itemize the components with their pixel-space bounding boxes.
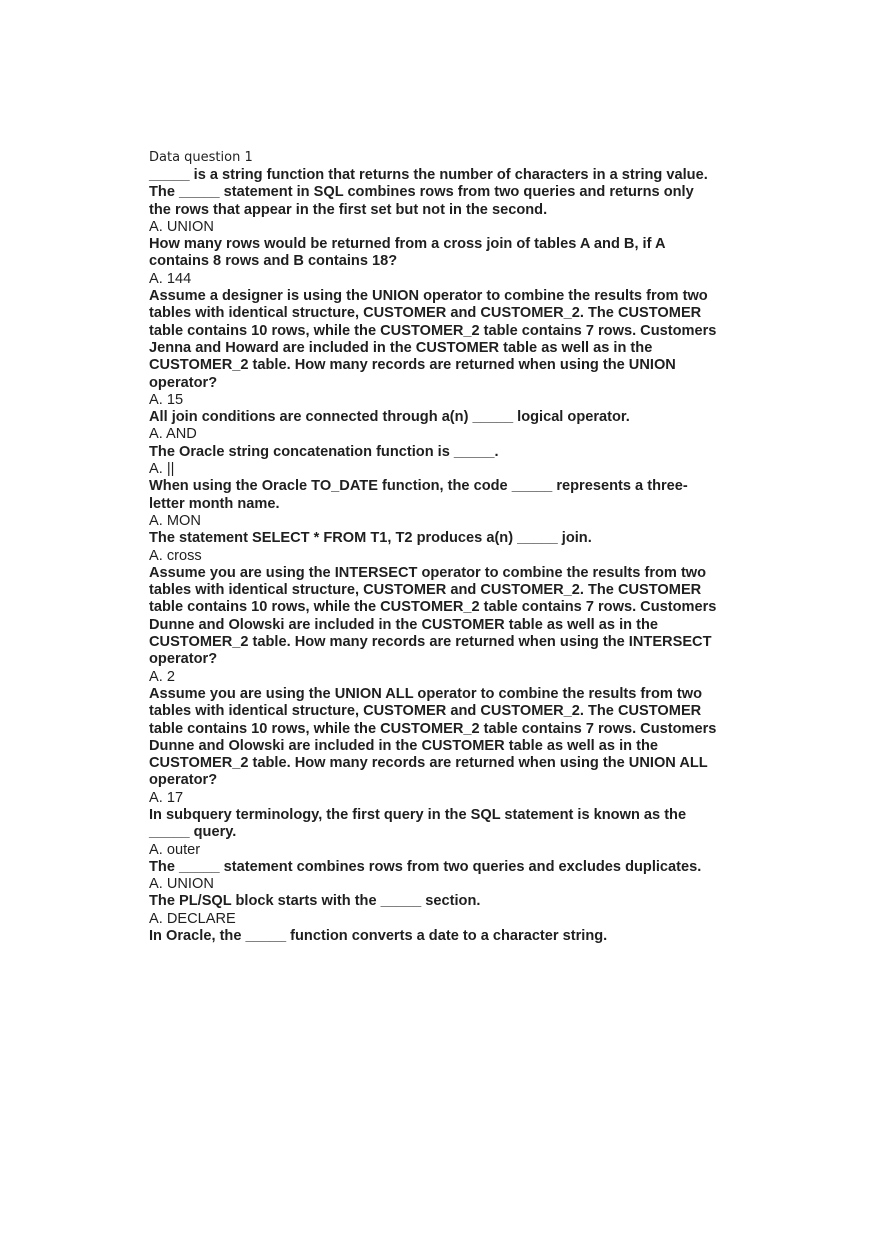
question-7: When using the Oracle TO_DATE function, the code _____ represents a three- letter month name. — [149, 478, 688, 512]
answer-4: A. 15 — [149, 391, 184, 408]
question-4: Assume a designer is using the UNION operator to combine the results from two tables with identical structure, CUSTOMER and CUSTOMER_2. The CUSTOMER table contains 10 rows, while the CUSTOMER_2 table contains 7 rows. Customers Jenna and Howard are included in the CUSTOMER table as well as in the CUSTOMER_2 table. How many records are returned when using the UNION operator? — [149, 288, 717, 391]
question-10: Assume you are using the UNION ALL operator to combine the results from two tables with identical structure, CUSTOMER and CUSTOMER_2. The CUSTOMER table contains 10 rows, while the CUSTOMER_2 table contains 7 rows. Customers Dunne and Olowski are included in the CUSTOMER table as well as in the CUSTOMER_2 table. How many records are returned when using the UNION ALL operator? — [149, 685, 717, 789]
question-8: The statement SELECT * FROM T1, T2 produces a(n) _____ join. — [149, 530, 592, 547]
answer-3: A. 144 — [149, 270, 192, 287]
question-2: The _____ statement in SQL combines rows from two queries and returns only the rows that appear in the first set but not in the second. — [149, 184, 694, 218]
answer-6: A. || — [149, 461, 175, 478]
answer-8: A. cross — [149, 547, 202, 564]
answer-12: A. UNION — [149, 876, 214, 893]
question-12: The _____ statement combines rows from two queries and excludes duplicates. — [149, 858, 702, 875]
answer-5: A. AND — [149, 426, 197, 443]
question-6: The Oracle string concatenation function is _____. — [149, 443, 499, 460]
answer-13: A. DECLARE — [149, 910, 236, 927]
question-3: How many rows would be returned from a cross join of tables A and B, if A contains 8 rows and B contains 18? — [149, 236, 666, 270]
answer-2: A. UNION — [149, 218, 214, 235]
document-title: Data question 1 — [149, 150, 253, 165]
question-5: All join conditions are connected through a(n) _____ logical operator. — [149, 409, 630, 426]
document-page — [149, 149, 749, 945]
answer-9: A. 2 — [149, 668, 175, 685]
question-11: In subquery terminology, the first query in the SQL statement is known as the _____ query. — [149, 806, 687, 841]
answer-11: A. outer — [149, 841, 201, 858]
question-9: Assume you are using the INTERSECT operator to combine the results from two tables with identical structure, CUSTOMER and CUSTOMER_2. The CUSTOMER table contains 10 rows, while the CUSTOMER_2 table contains 7 rows. Customers Dunne and Olowski are included in the CUSTOMER table as well as in the CUSTOMER_2 table. How many records are returned when using the INTERSECT operator? — [149, 564, 717, 668]
question-14: In Oracle, the _____ function converts a date to a character string. — [149, 928, 608, 945]
question-13: The PL/SQL block starts with the _____ section. — [149, 893, 481, 910]
answer-10: A. 17 — [149, 789, 184, 806]
answer-7: A. MON — [149, 512, 201, 529]
question-1: _____ is a string function that returns the number of characters in a string value. — [149, 167, 708, 183]
